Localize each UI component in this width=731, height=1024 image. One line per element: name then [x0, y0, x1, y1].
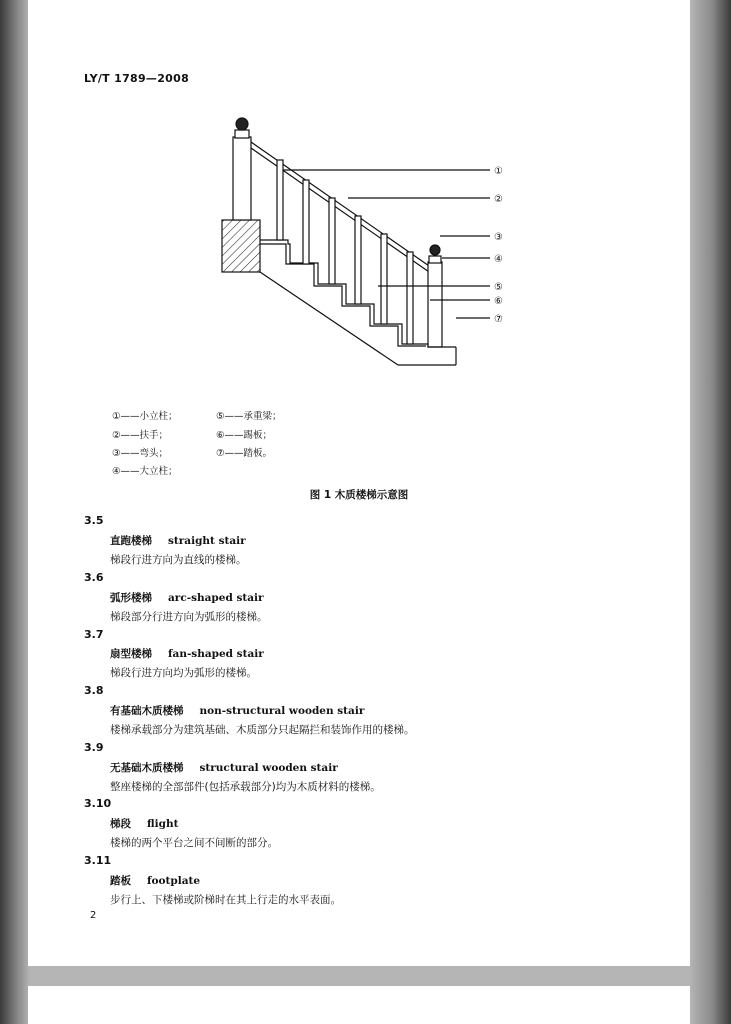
right-newel-post [428, 262, 442, 347]
term-definition: 楼梯承载部分为建筑基础、木质部分只起隔拦和装饰作用的楼梯。 [110, 724, 415, 736]
section-number: 3.5 [84, 514, 104, 527]
page-number: 2 [90, 910, 97, 921]
callout-7: ⑦ [494, 314, 503, 325]
legend-item-7: ⑦——踏板。 [216, 448, 273, 459]
legend-item-4: ④——大立柱； [112, 466, 178, 477]
section-number: 3.7 [84, 628, 104, 641]
term-heading: 踏板 footplate [110, 875, 201, 887]
section-number: 3.11 [84, 854, 112, 867]
term-heading: 无基础木质楼梯 structural wooden stair [110, 762, 338, 774]
callout-6: ⑥ [494, 296, 503, 307]
callout-1: ① [494, 166, 503, 177]
document-page [28, 0, 690, 966]
wall-block [222, 220, 260, 272]
legend-item-6: ⑥——踢板； [216, 430, 273, 441]
term-definition: 整座楼梯的全部部件(包括承载部分)均为木质材料的楼梯。 [110, 781, 381, 793]
term-heading: 梯段 flight [110, 818, 179, 830]
term-definition: 步行上、下楼梯或阶梯时在其上行走的水平表面。 [110, 894, 341, 906]
next-page-edge [28, 986, 690, 1024]
callout-2: ② [494, 194, 503, 205]
section-number: 3.10 [84, 797, 112, 810]
left-newel-post [233, 137, 251, 220]
right-newel-cap [430, 245, 440, 255]
term-definition: 梯段部分行进方向为弧形的楼梯。 [110, 611, 268, 623]
section-number: 3.9 [84, 741, 104, 754]
term-heading: 有基础木质楼梯 non-structural wooden stair [110, 705, 365, 717]
callout-3: ③ [494, 232, 503, 243]
standard-header: LY/T 1789—2008 [84, 72, 190, 85]
term-heading: 扇型楼梯 fan-shaped stair [110, 648, 264, 660]
term-definition: 梯段行进方向均为弧形的楼梯。 [110, 667, 257, 679]
balusters [277, 160, 413, 344]
legend-item-2: ②——扶手； [112, 430, 169, 441]
legend-item-3: ③——弯头； [112, 448, 169, 459]
callout-4: ④ [494, 254, 503, 265]
term-heading: 直跑楼梯 straight stair [110, 535, 246, 547]
term-heading: 弧形楼梯 arc-shaped stair [110, 592, 264, 604]
callout-5: ⑤ [494, 282, 503, 293]
section-number: 3.8 [84, 684, 104, 697]
legend-item-5: ⑤——承重梁； [216, 411, 282, 422]
left-newel-cap [236, 118, 248, 130]
legend-item-1: ①——小立柱； [112, 411, 178, 422]
term-definition: 楼梯的两个平台之间不间断的部分。 [110, 837, 278, 849]
figure-caption: 图 1 木质楼梯示意图 [309, 489, 409, 501]
term-definition: 梯段行进方向为直线的楼梯。 [110, 554, 247, 566]
section-number: 3.6 [84, 571, 104, 584]
